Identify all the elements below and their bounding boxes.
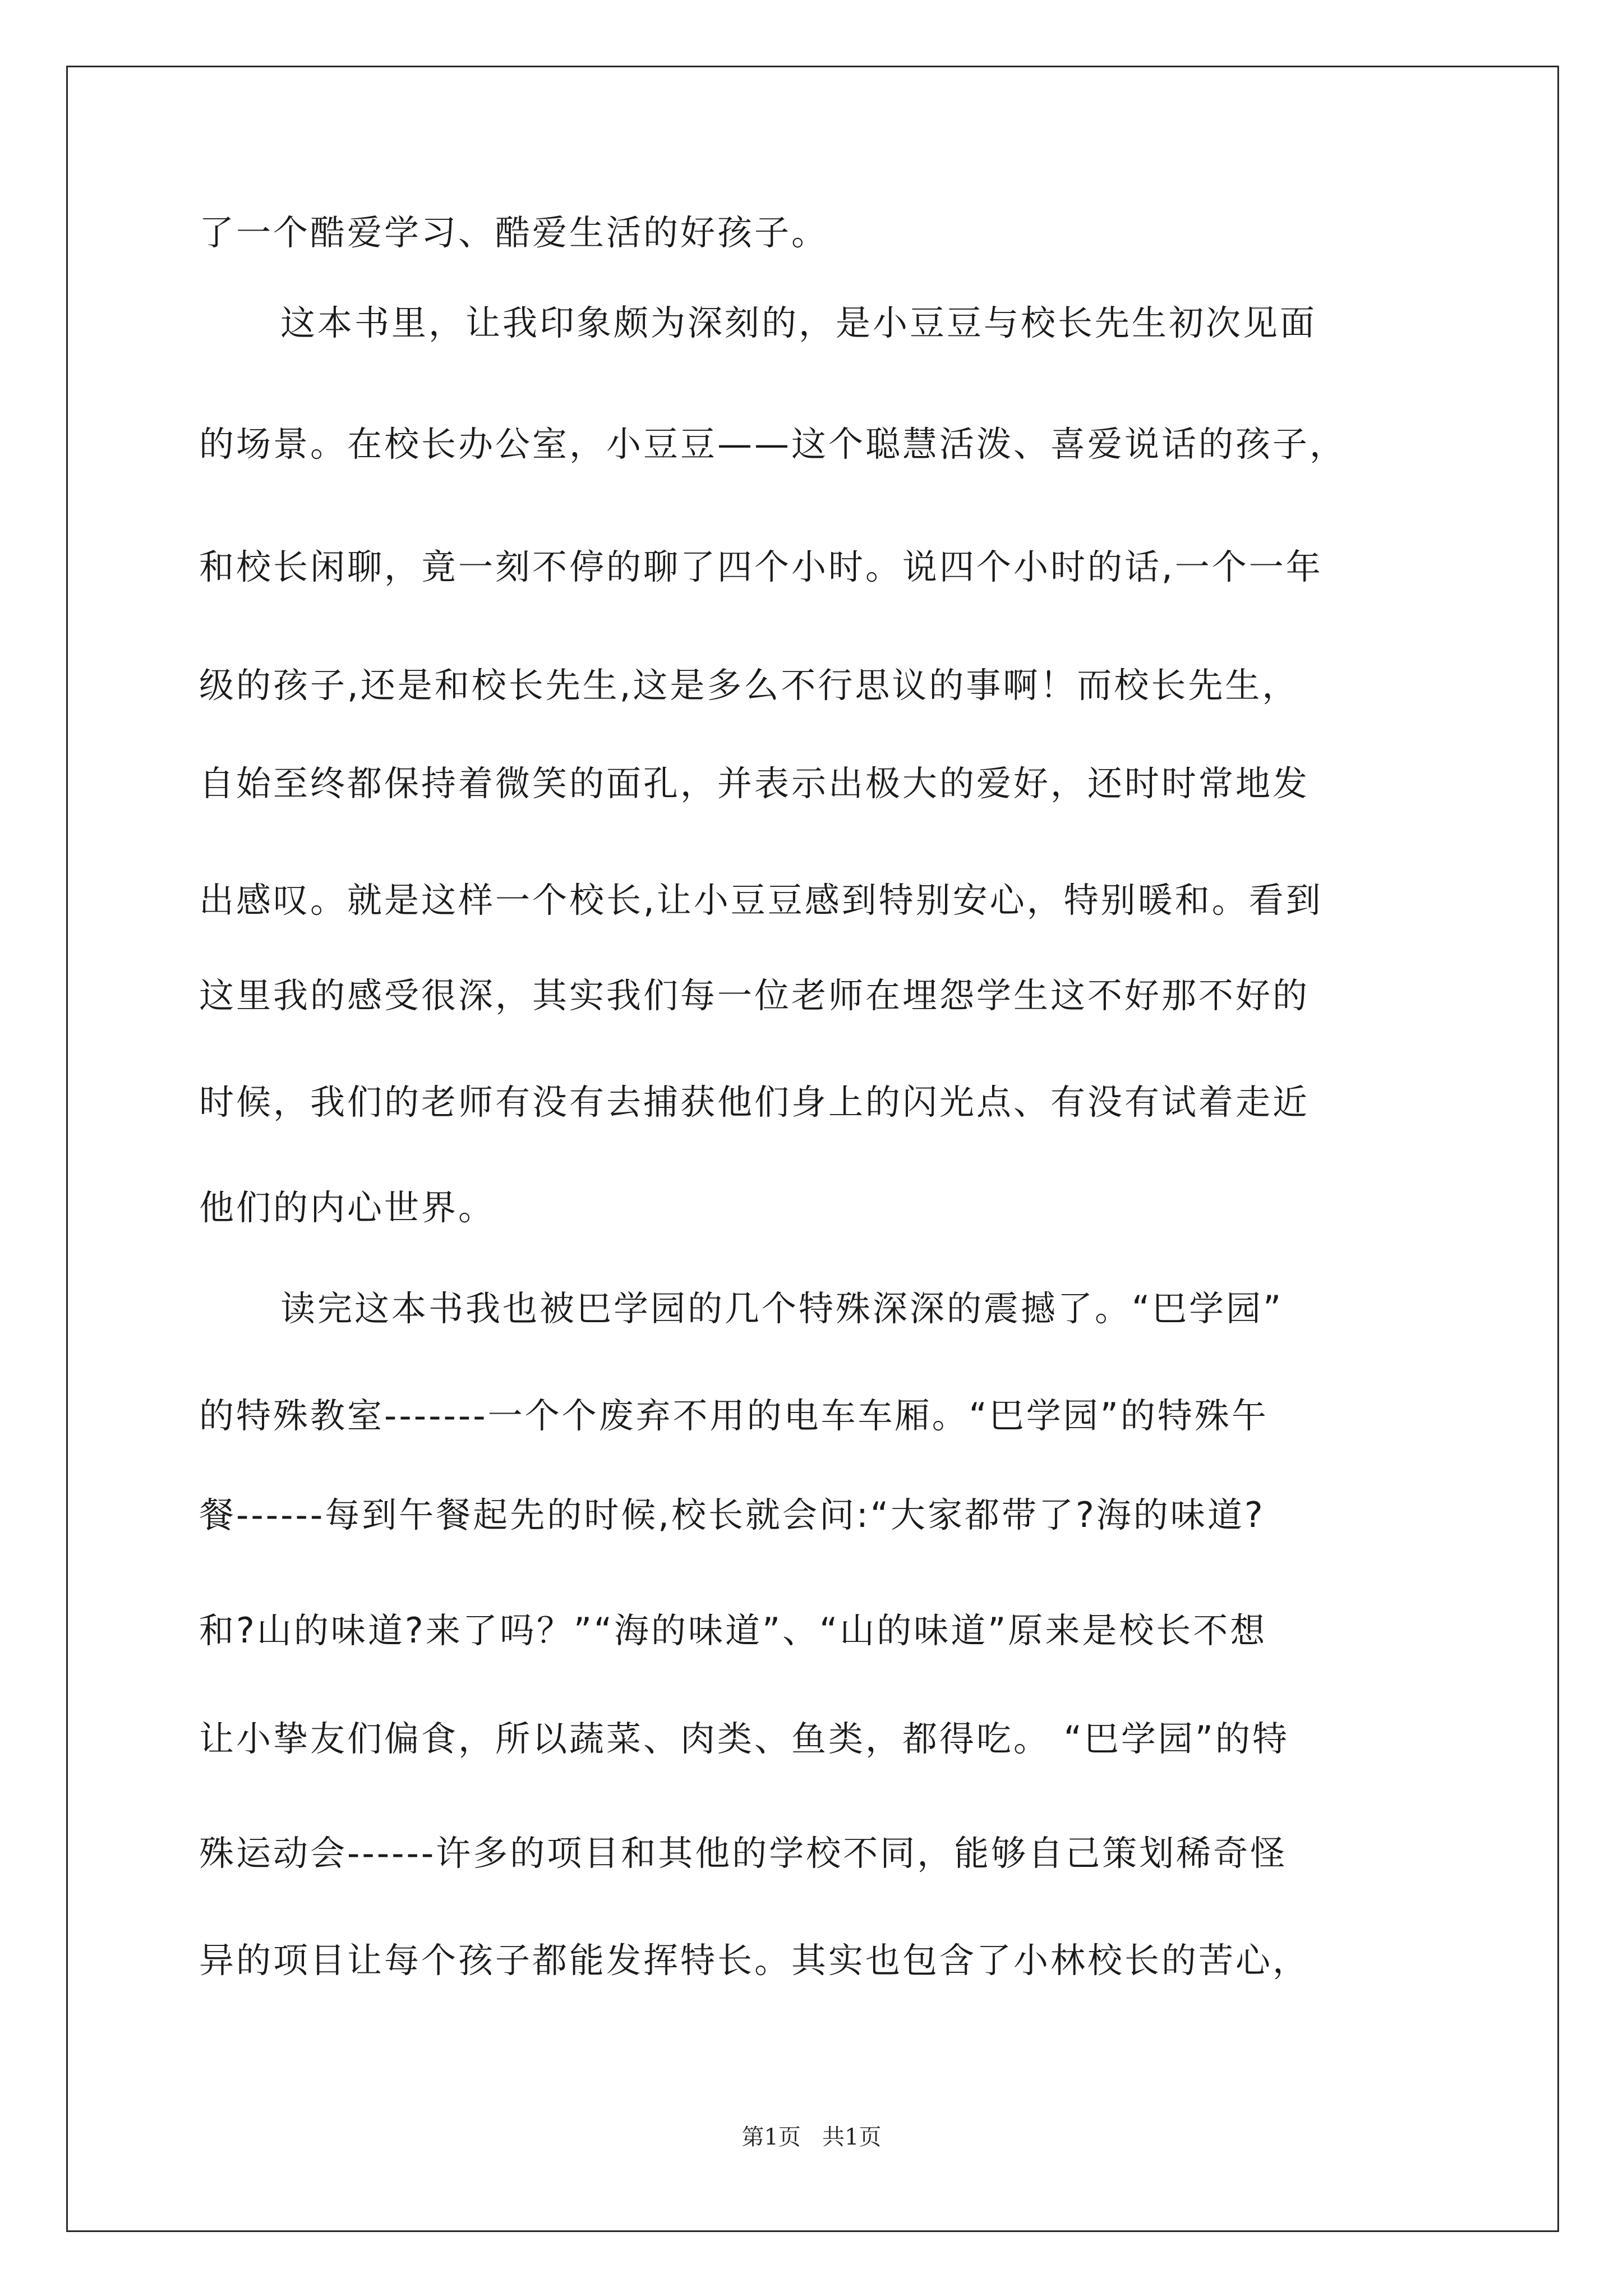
text-line: 时候，我们的老师有没有去捕获他们身上的闪光点、有没有试着走近 [199, 1082, 1310, 1122]
text-line: 和校长闲聊，竟一刻不停的聊了四个小时。说四个小时的话,一个一年 [199, 546, 1323, 587]
text-line: 让小挚友们偏食，所以蔬菜、肉类、鱼类，都得吃。 “巴学园”的特 [199, 1718, 1289, 1759]
text-line: 异的项目让每个孩子都能发挥特长。其实也包含了小林校长的苦心， [199, 1940, 1310, 1981]
text-line: 殊运动会------许多的项目和其他的学校不同，能够自己策划稀奇怪 [199, 1833, 1288, 1874]
paragraph-start: 这本书里，让我印象颇为深刻的，是小豆豆与校长先生初次见面 [280, 302, 1317, 343]
text-line: 的特殊教室-------一个个废弃不用的电车车厢。“巴学园”的特殊午 [199, 1395, 1269, 1436]
page-border [66, 66, 1559, 2232]
text-line: 出感叹。就是这样一个校长,让小豆豆感到特别安心，特别暖和。看到 [199, 880, 1323, 921]
text-line: 的场景。在校长办公室，小豆豆——这个聪慧活泼、喜爱说话的孩子， [199, 424, 1347, 464]
text-line: 餐------每到午餐起先的时候,校长就会问:“大家都带了?海的味道? [199, 1494, 1265, 1535]
paragraph-start: 读完这本书我也被巴学园的几个特殊深深的震撼了。“巴学园” [280, 1288, 1284, 1329]
text-line: 自始至终都保持着微笑的面孔，并表示出极大的爱好，还时时常地发 [199, 763, 1310, 804]
text-line: 这里我的感受很深，其实我们每一位老师在埋怨学生这不好那不好的 [199, 975, 1310, 1016]
page-footer: 第1页 共1页 [741, 2124, 882, 2150]
text-line: 和?山的味道?来了吗？”“海的味道”、“山的味道”原来是校长不想 [199, 1610, 1267, 1651]
text-line: 他们的内心世界。 [199, 1187, 496, 1228]
text-line: 了一个酷爱学习、酷爱生活的好孩子。 [199, 212, 829, 253]
text-line: 级的孩子,还是和校长先生,这是多么不行思议的事啊！而校长先生， [199, 665, 1299, 706]
